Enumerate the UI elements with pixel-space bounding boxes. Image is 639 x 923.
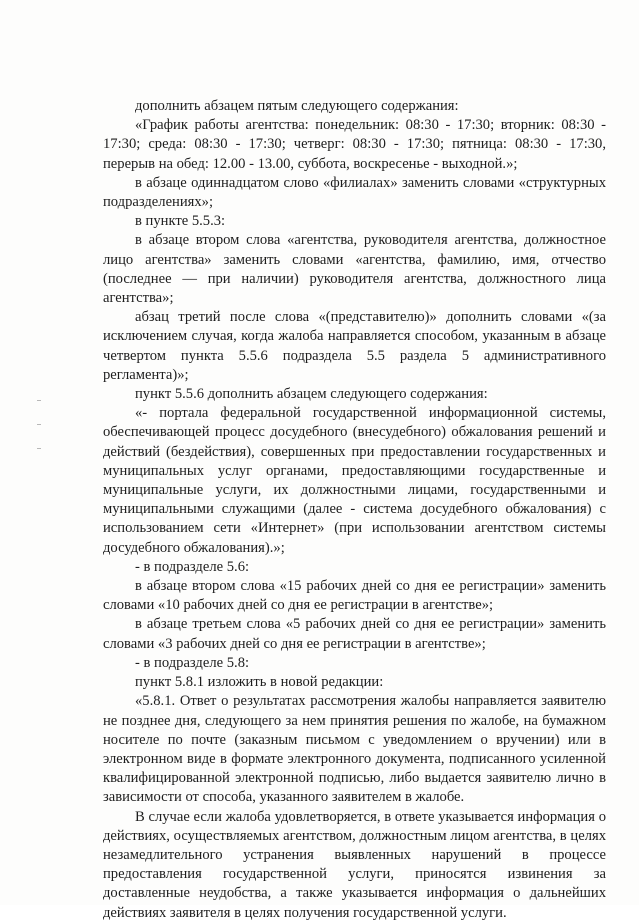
paragraph: «График работы агентства: понедельник: 08:30 - 17:30; вторник: 08:30 - 17:30; среда: 08:30 - 17:30; четверг: 08:30 - 17:30; пятница: 08:30 - 17:30, перерыв на обед: 12.00 - 13.00, суббота, воскресенье - выходной.»; (103, 117, 606, 172)
paragraph: пункт 5.5.6 дополнить абзацем следующего содержания: (135, 386, 488, 403)
scan-mark (37, 424, 41, 425)
paragraph: абзац третий после слова «(представителю)» дополнить словами «(за исключением случая, когда жалоба направляется способом, указанным в абзаце четвертом пункта 5.5.6 подраздела 5.5 раздела 5 административного регламента)»; (103, 309, 606, 383)
scan-mark (37, 448, 41, 449)
paragraph: пункт 5.8.1 изложить в новой редакции: (135, 674, 384, 691)
paragraph: в пункте 5.5.3: (135, 213, 226, 230)
document-body (103, 97, 606, 923)
paragraph: В случае если жалоба удовлетворяется, в ответе указывается информация о действиях, осуществляемых агентством, должностным лицом агентства, в целях незамедлительного устранения выявленных нарушений в процессе предоставления государственной услуги, приносятся извинения за доставленные неудобства, а также указывается информация о дальнейших действиях заявителя в целях получения государственной услуги. (103, 808, 606, 921)
paragraph: в абзаце втором слова «агентства, руководителя агентства, должностное лицо агентства» заменить словами «агентства, фамилию, имя, отчество (последнее — при наличии) руководителя агентства, должностного лица агентства»; (103, 232, 606, 307)
paragraph: в абзаце одиннадцатом слово «филиалах» заменить словами «структурных подразделениях»; (103, 174, 606, 211)
paragraph: дополнить абзацем пятым следующего содержания: (135, 98, 459, 114)
paragraph: «- портала федеральной государственной информационной системы, обеспечивающей процесс досудебного (внесудебного) обжалования решений и действий (бездействия), совершенных при предоставлении государственных и муниципальных услуг органами, предоставляющими государственные и муниципальные услуги, их должностными лицами, государственными и муниципальными служащими (далее - система досудебного обжалования) с использованием сети «Интернет» (при использовании агентством системы досудебного обжалования).»; (103, 405, 606, 556)
paragraph: - в подразделе 5.6: (135, 558, 250, 575)
paragraph: в абзаце третьем слова «5 рабочих дней со дня ее регистрации» заменить словами «3 рабочих дней со дня ее регистрации в агентстве»; (103, 616, 606, 652)
paragraph: - в подразделе 5.8: (135, 654, 250, 671)
paragraph: «5.8.1. Ответ о результатах рассмотрения жалобы направляется заявителю не позднее дня, следующего за нем принятия решения по жалобе, на бумажном носителе по почте (заказным письмом с уведомлением о вручении) или в электронном виде в формате электронного документа, подписанного усиленной квалифицированной электронной подписью, либо выдается заявителю лично в зависимости от способа, указанного заявителем в жалобе. (103, 693, 606, 806)
paragraph: в абзаце втором слова «15 рабочих дней со дня ее регистрации» заменить словами «10 рабочих дней со дня ее регистрации в агентстве»; (103, 578, 606, 614)
scan-mark (37, 400, 41, 401)
